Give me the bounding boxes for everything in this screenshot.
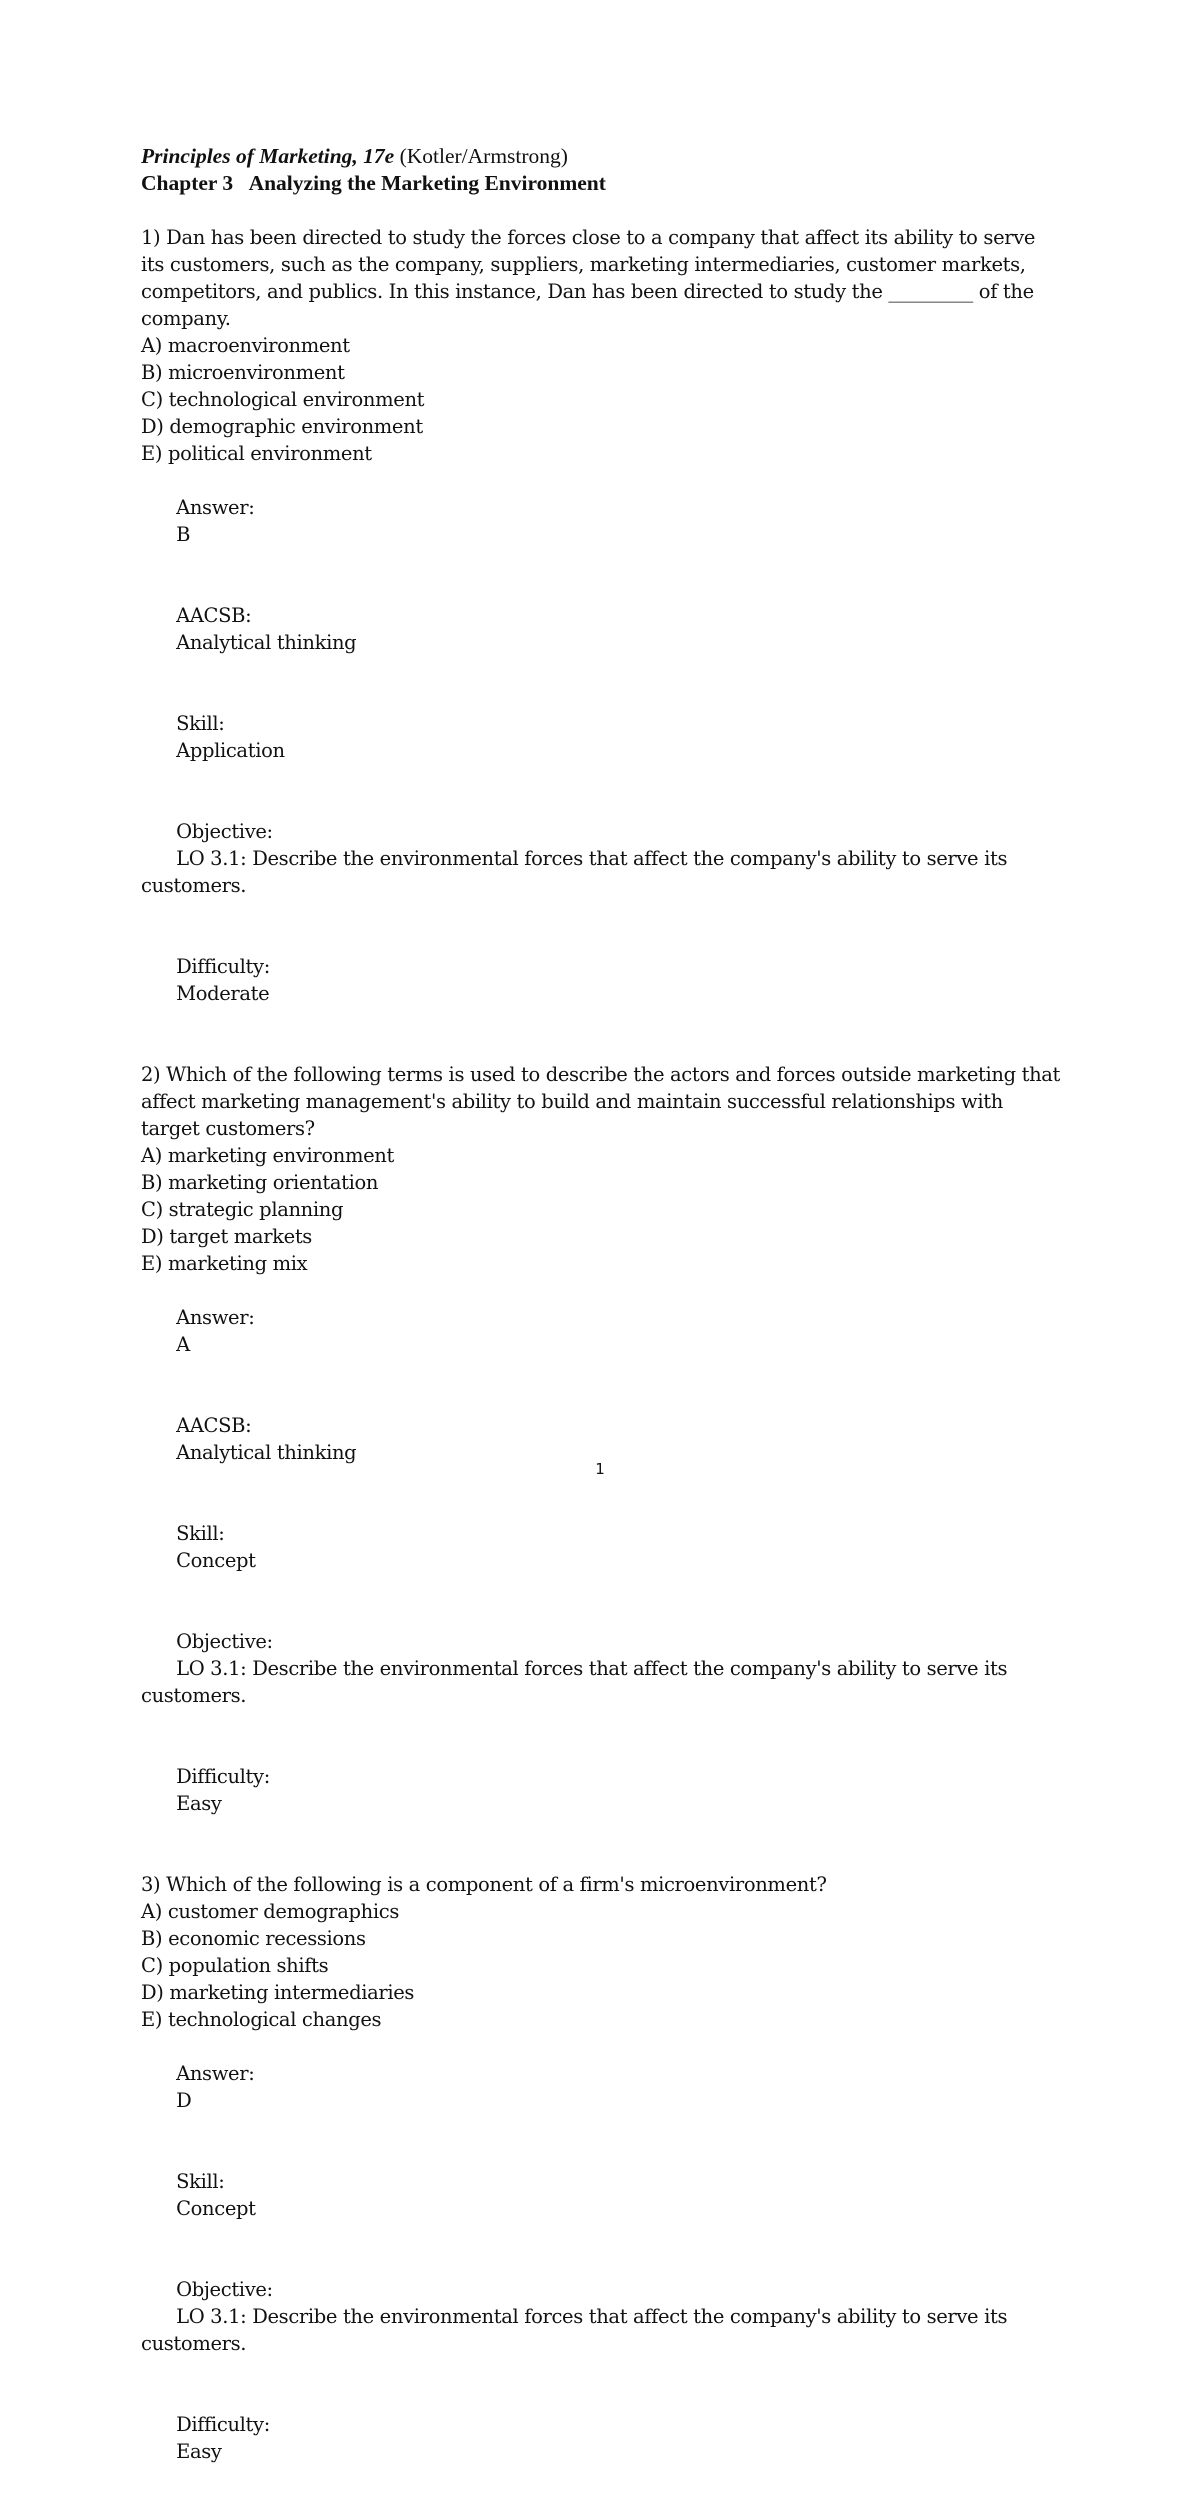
option-a: A) macroenvironment bbox=[141, 334, 350, 357]
difficulty-line bbox=[141, 2384, 1061, 2492]
skill-label: Skill: bbox=[176, 1522, 225, 1545]
option-c: C) strategic planning bbox=[141, 1198, 344, 1221]
book-title-line bbox=[141, 143, 1061, 170]
question-stem: 3) Which of the following is a component of a firm's microenvironment? bbox=[141, 1873, 827, 1896]
option-e: E) marketing mix bbox=[141, 1252, 308, 1275]
objective-line bbox=[141, 1601, 1061, 1736]
objective-value: LO 3.1: Describe the environmental forces that affect the company's ability to serve its customers. bbox=[141, 2305, 1013, 2355]
document-page bbox=[141, 143, 1066, 2519]
option-a: A) marketing environment bbox=[141, 1144, 394, 1167]
objective-line bbox=[141, 2249, 1061, 2384]
book-authors: (Kotler/Armstrong) bbox=[399, 144, 568, 168]
aacsb-label: AACSB: bbox=[176, 604, 252, 627]
skill-line bbox=[141, 683, 1061, 791]
answer-label: Answer: bbox=[176, 1306, 255, 1329]
aacsb-label: AACSB: bbox=[176, 1414, 252, 1437]
skill-line bbox=[141, 1493, 1061, 1601]
difficulty-value: Moderate bbox=[176, 982, 270, 1005]
answer-label: Answer: bbox=[176, 2062, 255, 2085]
chapter-title: Analyzing the Marketing Environment bbox=[248, 171, 606, 195]
chapter-heading bbox=[141, 170, 1061, 197]
page-number: 1 bbox=[595, 1460, 605, 1478]
skill-value: Concept bbox=[176, 1549, 256, 1572]
answer-value: D bbox=[176, 2089, 192, 2112]
difficulty-value: Easy bbox=[176, 2440, 222, 2463]
question-stem: 1) Dan has been directed to study the forces close to a company that affect its ability to serve its customers, such as the company, suppliers, marketing intermediaries, customer markets, competitors, and publics. In this instance, Dan has been directed to study the _________ of the company. bbox=[141, 226, 1041, 330]
option-c: C) population shifts bbox=[141, 1954, 329, 1977]
chapter-label: Chapter 3 bbox=[141, 171, 234, 195]
option-e: E) political environment bbox=[141, 442, 372, 465]
option-a: A) customer demographics bbox=[141, 1900, 399, 1923]
difficulty-line bbox=[141, 926, 1061, 1034]
difficulty-label: Difficulty: bbox=[176, 1765, 270, 1788]
objective-value: LO 3.1: Describe the environmental forces that affect the company's ability to serve its customers. bbox=[141, 847, 1013, 897]
difficulty-value: Easy bbox=[176, 1792, 222, 1815]
skill-label: Skill: bbox=[176, 712, 225, 735]
option-c: C) technological environment bbox=[141, 388, 425, 411]
option-b: B) economic recessions bbox=[141, 1927, 366, 1950]
question-1 bbox=[141, 224, 1061, 1034]
difficulty-label: Difficulty: bbox=[176, 955, 270, 978]
answer-line bbox=[141, 2033, 1061, 2141]
skill-value: Application bbox=[176, 739, 285, 762]
option-d: D) marketing intermediaries bbox=[141, 1981, 415, 2004]
answer-line bbox=[141, 1277, 1061, 1385]
answer-value: A bbox=[176, 1333, 190, 1356]
objective-value: LO 3.1: Describe the environmental forces that affect the company's ability to serve its customers. bbox=[141, 1657, 1013, 1707]
aacsb-value: Analytical thinking bbox=[176, 1441, 357, 1464]
objective-line bbox=[141, 791, 1061, 926]
difficulty-label: Difficulty: bbox=[176, 2413, 270, 2436]
objective-label: Objective: bbox=[176, 2278, 273, 2301]
option-b: B) marketing orientation bbox=[141, 1171, 379, 1194]
aacsb-line bbox=[141, 575, 1061, 683]
objective-label: Objective: bbox=[176, 1630, 273, 1653]
answer-line bbox=[141, 467, 1061, 575]
difficulty-line bbox=[141, 1736, 1061, 1844]
aacsb-value: Analytical thinking bbox=[176, 631, 357, 654]
objective-label: Objective: bbox=[176, 820, 273, 843]
question-3 bbox=[141, 1871, 1061, 2492]
option-d: D) target markets bbox=[141, 1225, 312, 1248]
answer-value: B bbox=[176, 523, 191, 546]
option-b: B) microenvironment bbox=[141, 361, 345, 384]
option-e: E) technological changes bbox=[141, 2008, 382, 2031]
option-d: D) demographic environment bbox=[141, 415, 423, 438]
skill-value: Concept bbox=[176, 2197, 256, 2220]
question-2 bbox=[141, 1061, 1066, 1844]
book-title: Principles of Marketing, 17e bbox=[141, 144, 395, 168]
question-stem: 2) Which of the following terms is used to describe the actors and forces outside marketing that affect marketing management's ability to build and maintain successful relationships with target customers? bbox=[141, 1063, 1066, 1140]
skill-line bbox=[141, 2141, 1061, 2249]
skill-label: Skill: bbox=[176, 2170, 225, 2193]
answer-label: Answer: bbox=[176, 496, 255, 519]
